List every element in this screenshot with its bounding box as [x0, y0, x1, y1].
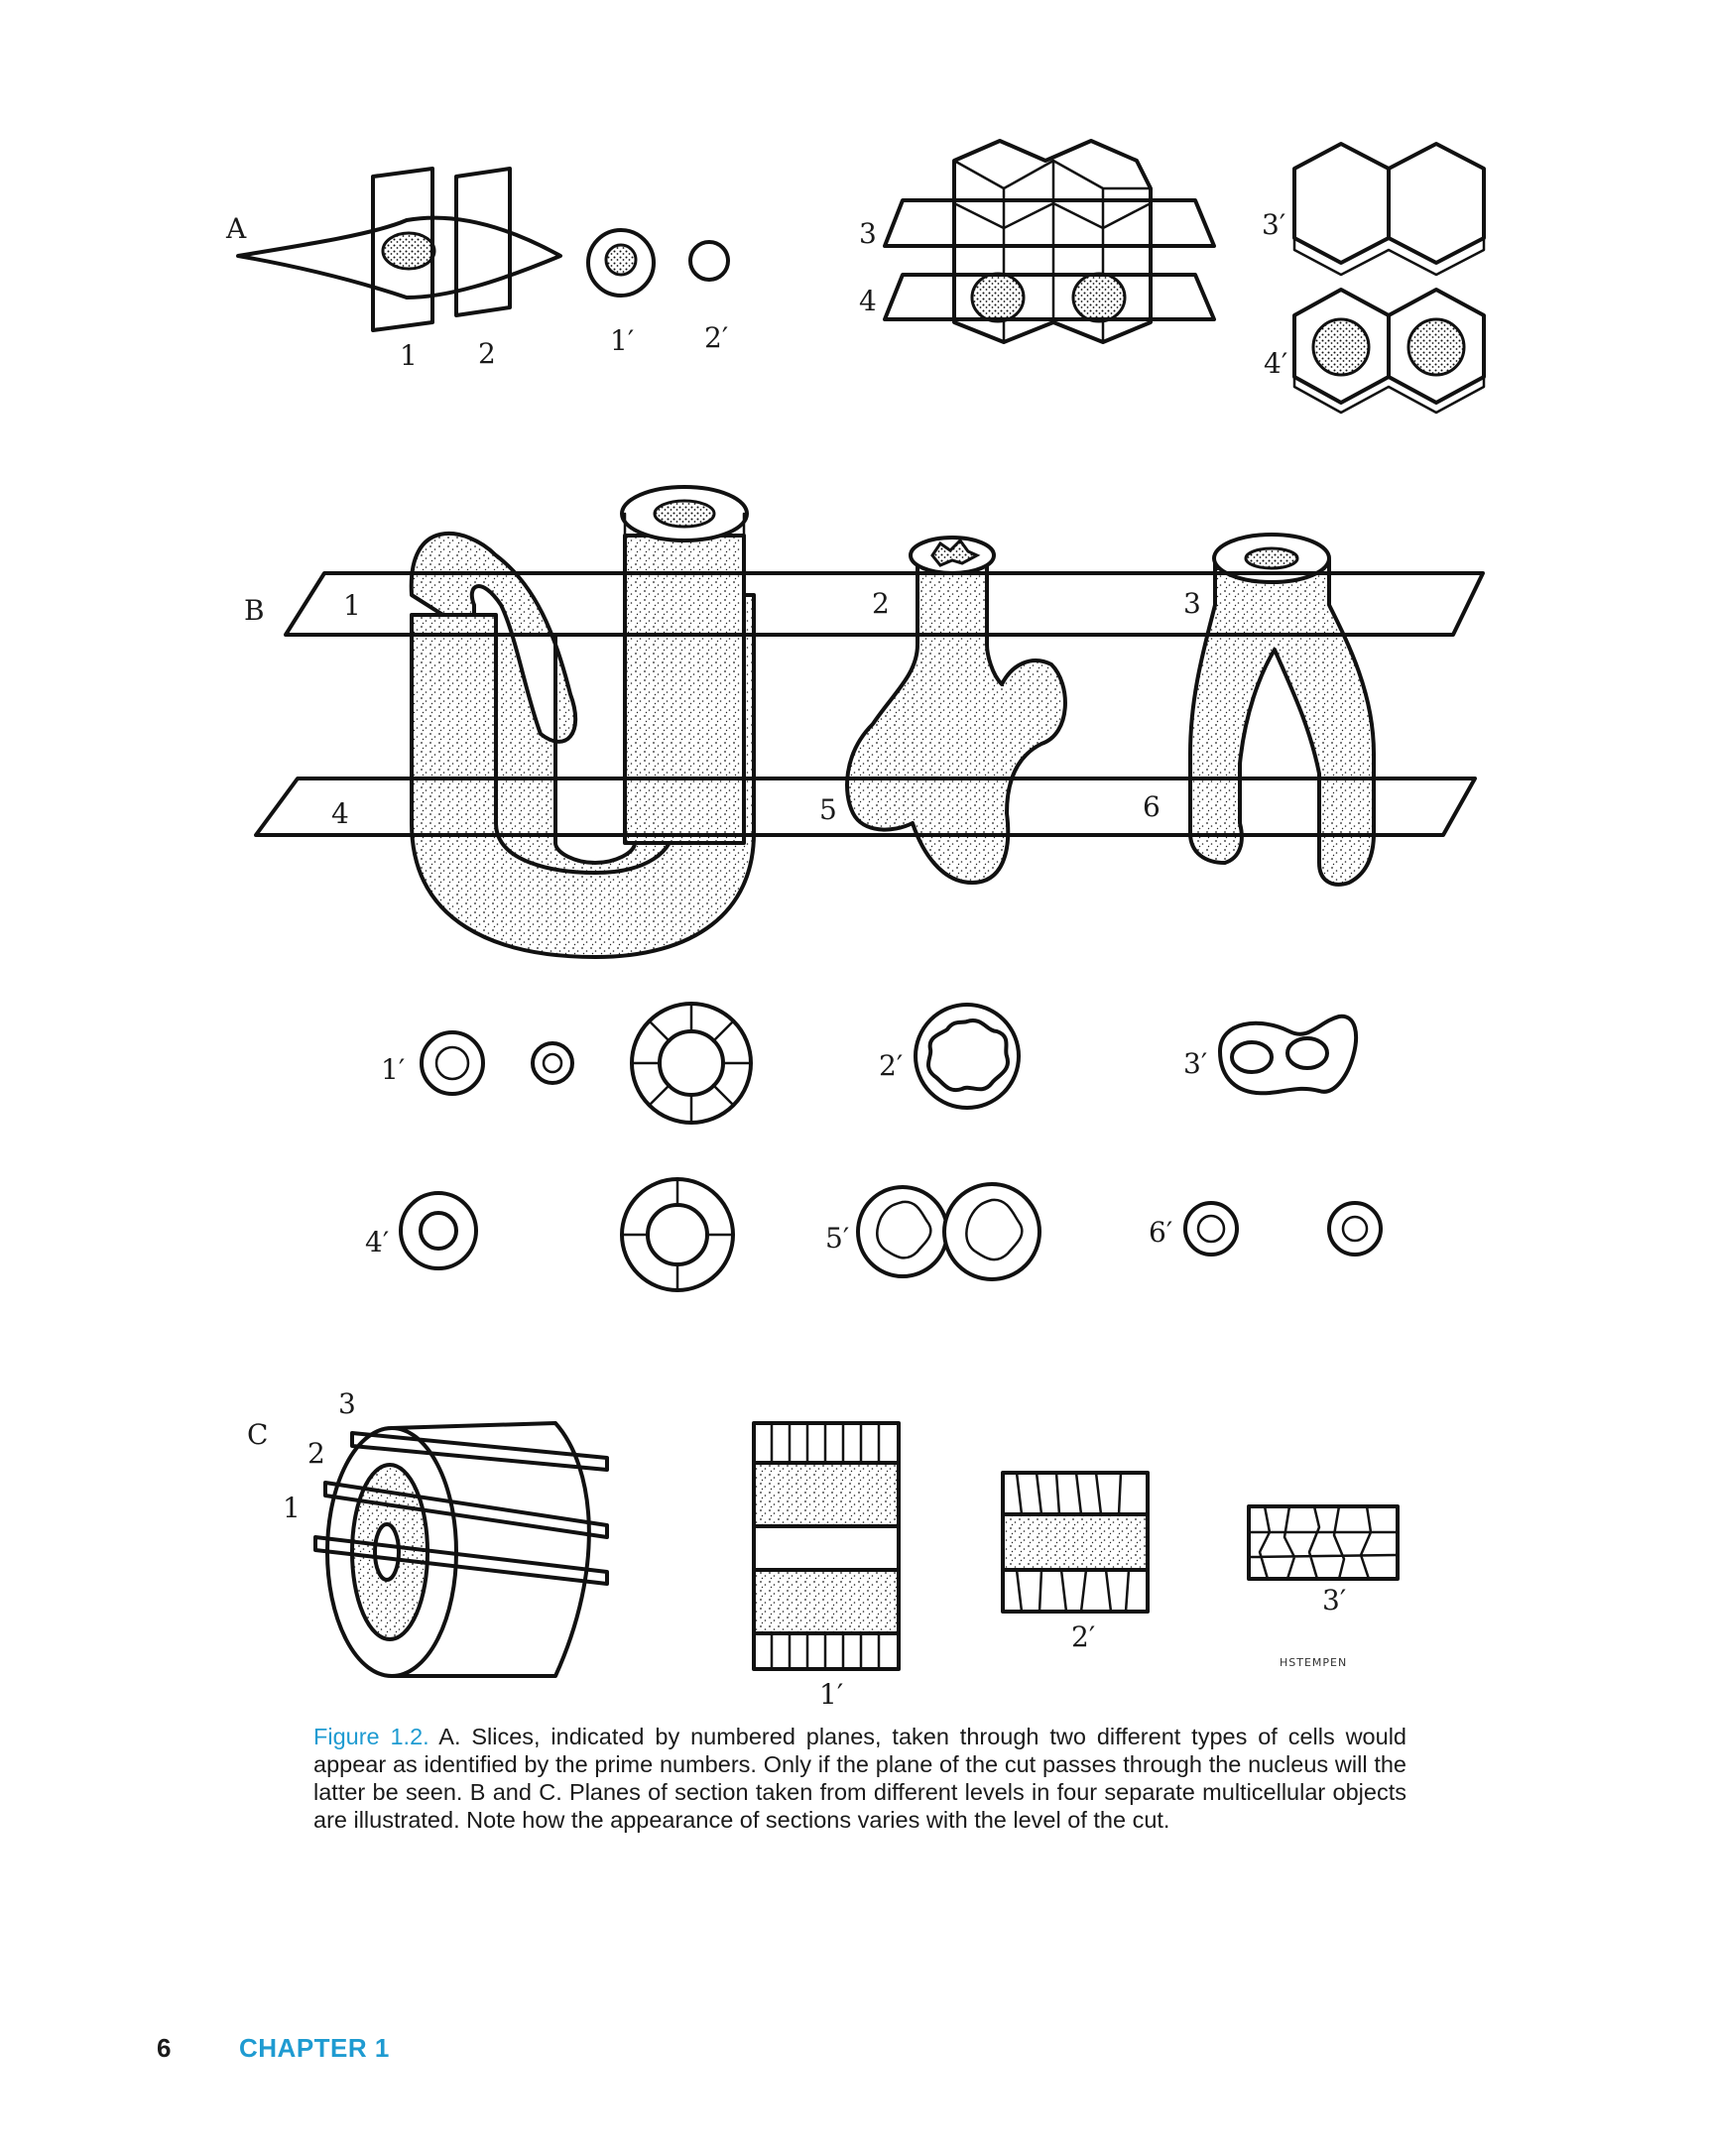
section-label: 1′ — [610, 324, 635, 357]
cell-section-without-nucleus — [690, 242, 728, 280]
artist-signature: HSTEMPEN — [1280, 1656, 1348, 1669]
chapter-label: CHAPTER 1 — [239, 2033, 390, 2063]
section-1-prime-large-ring — [632, 1004, 751, 1123]
part-b-multicellular-objects — [244, 487, 1483, 1290]
part-c-label: C — [247, 1418, 269, 1451]
section-4-prime-large-ring — [622, 1179, 733, 1290]
part-b-label: B — [244, 594, 265, 627]
section-label: 6′ — [1149, 1216, 1173, 1249]
section-label: 2′ — [879, 1049, 904, 1082]
plane-label: 1 — [343, 589, 361, 622]
plane-label: 3 — [859, 217, 877, 250]
section-6-prime-tubule-rings — [1185, 1203, 1381, 1255]
section-label: 2′ — [704, 321, 729, 354]
page-number: 6 — [157, 2033, 172, 2063]
section-label: 5′ — [825, 1222, 850, 1255]
plane-label: 3 — [338, 1387, 356, 1420]
section-2-prime-folded-lumen — [916, 1005, 1019, 1108]
section-3-prime — [1294, 144, 1484, 275]
part-c-cylinder — [247, 1387, 1398, 1711]
section-c-1-prime — [754, 1423, 899, 1669]
section-label: 3′ — [1183, 1047, 1208, 1080]
section-label: 1′ — [819, 1678, 844, 1711]
section-label: 4′ — [1264, 347, 1288, 380]
plane-label: 4 — [331, 797, 349, 830]
plane-label: 4 — [859, 285, 877, 317]
caption-text: A. Slices, indicated by numbered planes, taken through two different types of cells would appear as identified by the prime numbers. Only if the plane of the cut passes through the nucleus will the latter be seen. B and C. Planes of section taken from different levels in four separate multicellular objects are illustrated. Note how the appearance of sections varies with the level of the cut. — [313, 1724, 1406, 1833]
part-a-prism-cells — [859, 141, 1484, 413]
plane-label: 2 — [872, 587, 890, 620]
section-label: 1′ — [381, 1053, 406, 1086]
plane-label: 2 — [307, 1437, 325, 1470]
section-4-prime-small-ring — [401, 1193, 476, 1268]
section-label: 3′ — [1322, 1584, 1347, 1617]
plane-label: 5 — [819, 793, 837, 826]
section-label: 2′ — [1071, 1620, 1096, 1653]
plane-label: 6 — [1143, 790, 1161, 823]
section-label: 3′ — [1262, 208, 1286, 241]
section-3-prime-paired-lumens — [1220, 1017, 1356, 1093]
part-a-label: A — [226, 212, 247, 245]
part-a-spindle-cell — [225, 169, 728, 372]
plane-label: 2 — [478, 337, 496, 370]
section-1-prime-small-rings — [422, 1032, 572, 1094]
section-4-prime — [1294, 290, 1484, 413]
figure-number: Figure 1.2. — [313, 1724, 429, 1749]
plane-label: 3 — [1183, 587, 1201, 620]
section-label: 4′ — [365, 1226, 390, 1258]
plane-label: 1 — [400, 339, 418, 372]
section-5-prime-folded-pair — [858, 1184, 1039, 1279]
plane-label: 1 — [283, 1492, 301, 1524]
section-c-2-prime — [1003, 1473, 1148, 1612]
figure-caption — [313, 1723, 1406, 1834]
section-c-3-prime — [1249, 1506, 1398, 1579]
